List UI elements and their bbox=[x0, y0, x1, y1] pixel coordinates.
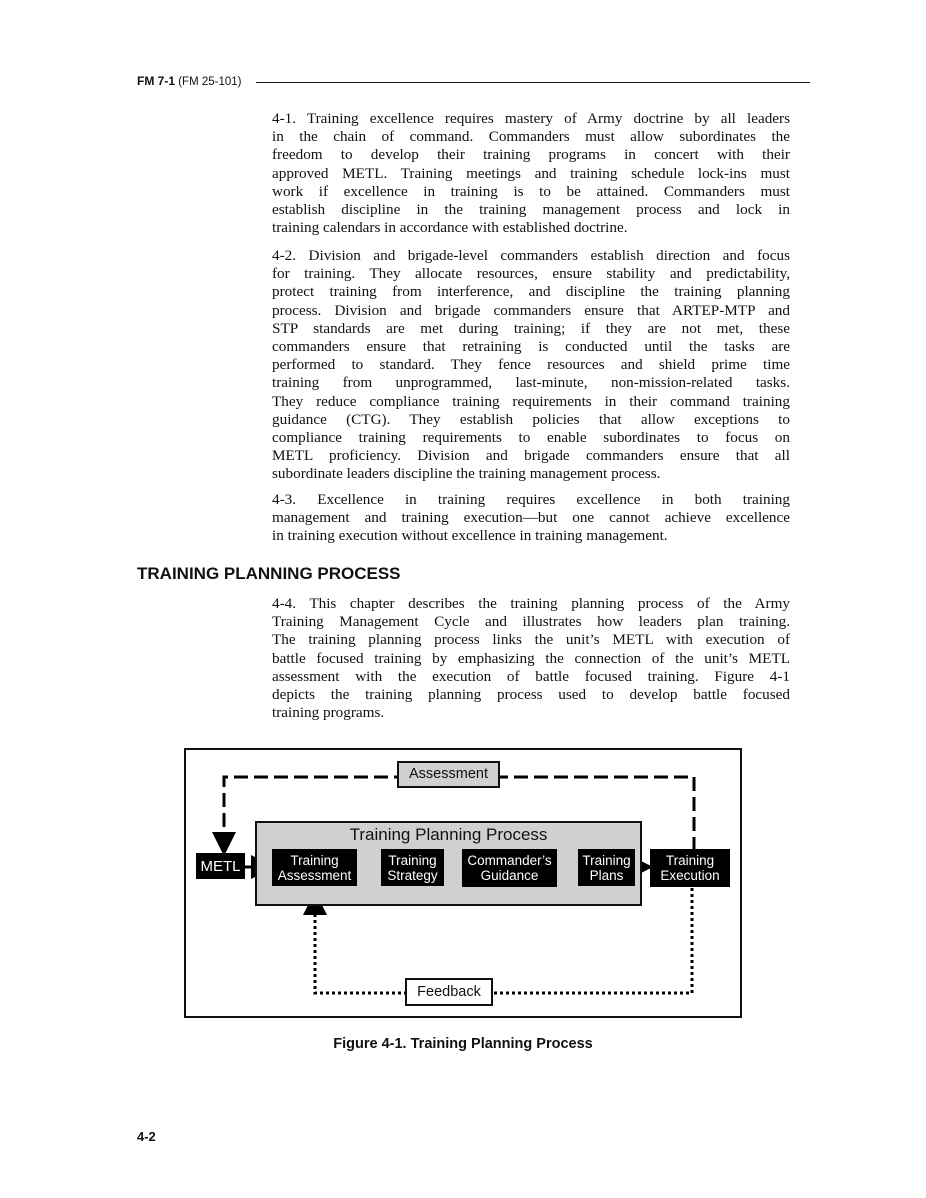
page-number: 4-2 bbox=[137, 1129, 156, 1144]
text-line: establish discipline in the training management process and lock in bbox=[272, 200, 790, 218]
paragraph-4-2 bbox=[272, 247, 790, 483]
text-line: protect training from interference, and discipline the training planning bbox=[272, 283, 790, 301]
doc-id: FM 7-1 bbox=[137, 74, 176, 88]
text-line: training programs. bbox=[272, 704, 385, 722]
text-line: Training Management Cycle and illustrates how leaders plan training. bbox=[272, 613, 790, 631]
figure-diagram bbox=[184, 748, 742, 1018]
training-execution-label bbox=[660, 853, 719, 883]
text-line: training calendars in accordance with established doctrine. bbox=[272, 219, 628, 237]
text-line: work if excellence in training is to be attained. Commanders must bbox=[272, 182, 790, 200]
text-line: process. Division and brigade commanders ensure that ARTEP-MTP and bbox=[272, 301, 790, 319]
text-line: in training execution without excellence in training management. bbox=[272, 527, 668, 545]
text-line: 4-2. Division and brigade-level commanders establish direction and focus bbox=[272, 247, 790, 264]
training-planning-process-box: Training Planning Process bbox=[255, 821, 642, 906]
text-line: assessment with the execution of battle focused training. Figure 4-1 bbox=[272, 667, 790, 685]
metl-box: METL bbox=[196, 853, 245, 879]
text-line: STP standards are met during training; if they are not met, these bbox=[272, 319, 790, 337]
text-line: freedom to develop their training programs in concert with their bbox=[272, 146, 790, 164]
text-line: in the chain of command. Commanders must allow subordinates the bbox=[272, 128, 790, 146]
text-line: training from unprogrammed, last-minute, non-mission-related tasks. bbox=[272, 374, 790, 392]
text-line: The training planning process links the unit’s METL with execution of bbox=[272, 631, 790, 649]
text-line: performed to standard. They fence resources and shield prime time bbox=[272, 356, 790, 374]
label-line: Plans bbox=[589, 867, 624, 883]
text-line: 4-3. Excellence in training requires excellence in both training bbox=[272, 491, 790, 508]
header-rule bbox=[256, 82, 810, 83]
text-line: commanders ensure that retraining is conducted until the tasks are bbox=[272, 337, 790, 355]
text-line: guidance (CTG). They establish policies that allow exceptions to bbox=[272, 410, 790, 428]
text-line: METL proficiency. Division and brigade commanders ensure that all bbox=[272, 447, 790, 465]
label-line: Training bbox=[582, 852, 631, 868]
text-line: management and training execution—but one cannot achieve excellence bbox=[272, 509, 790, 527]
label-line: Assessment bbox=[277, 867, 352, 883]
text-line: 4-4. This chapter describes the training planning process of the Army bbox=[272, 595, 790, 612]
assessment-box: Assessment bbox=[397, 761, 500, 788]
label-line: Execution bbox=[660, 868, 720, 883]
commanders-guidance-box bbox=[462, 849, 557, 887]
label-line: Guidance bbox=[480, 868, 539, 883]
label-line: Training bbox=[388, 852, 437, 868]
text-line: compliance training requirements to enable subordinates to focus on bbox=[272, 428, 790, 446]
running-header bbox=[137, 74, 242, 88]
text-line: 4-1. Training excellence requires mastery of Army doctrine by all leaders bbox=[272, 110, 790, 127]
figure-caption: Figure 4-1. Training Planning Process bbox=[333, 1036, 593, 1052]
label-line: Training bbox=[290, 852, 339, 868]
training-execution-box bbox=[650, 849, 730, 887]
text-line: They reduce compliance training requirements in their command training bbox=[272, 392, 790, 410]
training-assessment-box bbox=[272, 849, 357, 886]
text-line: subordinate leaders discipline the training management process. bbox=[272, 465, 661, 483]
training-strategy-label bbox=[387, 853, 437, 883]
text-line: depicts the training planning process used to develop battle focused bbox=[272, 685, 790, 703]
paragraph-4-3 bbox=[272, 491, 790, 546]
text-line: battle focused training by emphasizing the connection of the unit’s METL bbox=[272, 649, 790, 667]
label-line: Training bbox=[665, 853, 715, 868]
training-plans-label bbox=[582, 853, 630, 883]
training-assessment-label bbox=[278, 853, 352, 883]
section-heading: TRAINING PLANNING PROCESS bbox=[137, 564, 401, 583]
text-line: for training. They allocate resources, ensure stability and predictability, bbox=[272, 265, 790, 283]
paragraph-4-1 bbox=[272, 110, 790, 237]
paragraph-4-4 bbox=[272, 595, 790, 722]
label-line: Commander’s bbox=[467, 853, 552, 868]
training-strategy-box bbox=[381, 849, 444, 886]
text-line: approved METL. Training meetings and training schedule lock-ins must bbox=[272, 164, 790, 182]
doc-alt-id: (FM 25-101) bbox=[178, 76, 242, 88]
label-line: Strategy bbox=[387, 867, 438, 883]
training-plans-box bbox=[578, 849, 635, 886]
feedback-box: Feedback bbox=[405, 978, 493, 1006]
commanders-guidance-label bbox=[467, 853, 551, 883]
